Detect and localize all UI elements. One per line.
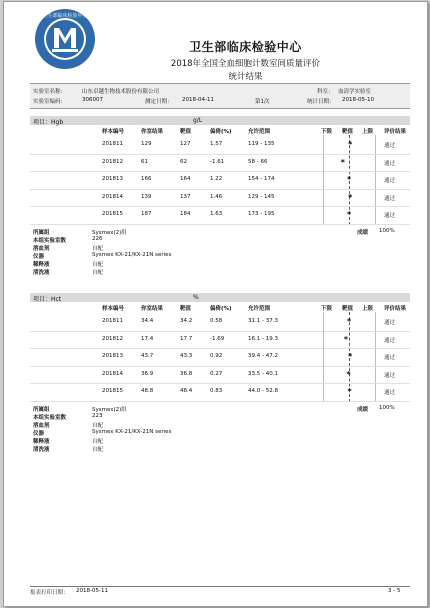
row-id: 201815 <box>102 211 123 217</box>
row-range: 154 - 174 <box>248 176 275 182</box>
detail-value: 自配 <box>92 245 104 252</box>
table-row <box>30 172 410 186</box>
detail-value: 自配 <box>92 269 104 276</box>
result-marker: * <box>348 140 353 149</box>
column-header-cell: 样本编号 <box>102 306 125 312</box>
row-bias: 0.92 <box>210 353 223 359</box>
column-header-cell: 允许范围 <box>248 129 271 135</box>
print-date: 2018-05-11 <box>76 588 108 594</box>
row-grade: 通过 <box>384 160 396 167</box>
column-header-cell: 下限 <box>321 306 333 312</box>
stat-date: 2018-05-10 <box>342 97 374 103</box>
report-subtitle-2: 统计结果 <box>228 72 263 82</box>
row-range: 33.5 - 40.1 <box>248 370 278 377</box>
column-header-cell: 偏倚(%) <box>210 129 232 135</box>
report-subtitle: 2018年全国全血细胞计数室间质量评价 <box>170 59 321 69</box>
score-label: 成绩 <box>357 229 369 236</box>
row-grade: 通过 <box>384 195 396 202</box>
row-bias: 1.22 <box>210 176 223 182</box>
result-marker: * <box>347 210 352 219</box>
detail-value: 自配 <box>92 422 104 429</box>
row-target: 62 <box>180 158 187 165</box>
row-result: 139 <box>141 193 152 200</box>
row-target: 48.4 <box>180 388 193 394</box>
row-bias: -1.61 <box>210 158 225 165</box>
row-grade: 通过 <box>384 213 396 219</box>
lab-code-label: 实验室编码： <box>33 99 67 105</box>
row-divider <box>30 224 410 225</box>
row-range: 44.0 - 52.8 <box>248 388 278 394</box>
lab-name-label: 实验室名称： <box>33 89 67 95</box>
result-marker: * <box>347 317 352 326</box>
score-value: 100% <box>379 404 395 411</box>
svg-text:卫生部临床检验中心: 卫生部临床检验中心 <box>42 13 88 19</box>
row-range: 16.1 - 19.3 <box>248 335 278 342</box>
column-header-cell: 评价结果 <box>384 306 407 312</box>
row-id: 201814 <box>102 370 123 377</box>
row-id: 201813 <box>102 353 123 359</box>
score-label: 成绩 <box>357 406 369 413</box>
table-row <box>30 314 410 328</box>
result-marker: * <box>343 334 349 344</box>
row-bias: 1.63 <box>210 211 223 217</box>
result-marker: * <box>347 175 352 184</box>
row-id: 201813 <box>102 176 123 182</box>
print-date-label: 报表打印日期： <box>30 590 69 596</box>
column-header-cell: 允许范围 <box>248 306 271 312</box>
row-grade: 通过 <box>384 178 396 184</box>
row-target: 17.7 <box>180 335 193 342</box>
result-marker: * <box>347 387 352 396</box>
detail-value: 自配 <box>92 446 104 453</box>
row-range: 119 - 135 <box>248 141 275 147</box>
detail-label: 仪器 <box>33 430 45 437</box>
section-details <box>30 228 410 276</box>
table-row <box>30 384 410 398</box>
unit-label: g/L <box>193 117 203 124</box>
detail-label: 稀释液 <box>33 438 50 445</box>
row-id: 201811 <box>102 141 123 147</box>
unit-label: % <box>193 294 199 301</box>
row-target: 137 <box>180 193 191 200</box>
score-value: 100% <box>379 227 395 234</box>
detail-value: Sysmex KX-21/KX-21N series <box>92 428 172 435</box>
table-row <box>30 190 410 204</box>
lab-name: 山东卓越生物技术股份有限公司 <box>82 89 160 95</box>
lab-code: 306007 <box>82 97 103 103</box>
column-header-cell: 你室结果 <box>141 129 164 135</box>
column-header-cell: 你室结果 <box>141 306 164 312</box>
row-grade: 通过 <box>384 143 396 149</box>
row-result: 17.4 <box>141 335 154 342</box>
detail-value: Sysmex(2)组 <box>92 229 127 236</box>
row-target: 184 <box>180 211 191 217</box>
table-row <box>30 207 410 221</box>
row-bias: 1.57 <box>210 141 223 147</box>
row-grade: 通过 <box>384 372 396 379</box>
column-header <box>30 127 410 137</box>
section-bar <box>30 293 410 302</box>
table-row <box>30 332 410 346</box>
dept-label: 科室： <box>317 89 334 95</box>
row-target: 164 <box>180 176 191 182</box>
result-marker: * <box>346 369 351 379</box>
column-header-cell: 靶值 <box>342 129 354 135</box>
column-header-cell: 靶值 <box>180 306 192 312</box>
detail-label: 仪器 <box>33 253 45 260</box>
table-row <box>30 367 410 381</box>
column-header-cell: 靶值 <box>342 306 354 312</box>
column-header-cell: 偏倚(%) <box>210 306 232 312</box>
section-details <box>30 405 410 453</box>
row-range: 31.1 - 37.3 <box>248 318 278 324</box>
lab-info-box <box>30 83 410 109</box>
row-range: 173 - 195 <box>248 211 275 217</box>
detail-label: 溶血剂 <box>33 422 50 429</box>
row-bias: -1.69 <box>210 335 225 342</box>
row-range: 129 - 145 <box>248 193 275 200</box>
table-row <box>30 137 410 151</box>
report-title: 卫生部临床检验中心 <box>189 40 302 54</box>
row-bias: 0.58 <box>210 318 223 324</box>
column-header <box>30 304 410 314</box>
column-header-cell: 上限 <box>362 129 374 135</box>
row-target: 127 <box>180 141 191 147</box>
table-row <box>30 155 410 169</box>
row-result: 48.8 <box>141 388 154 394</box>
row-grade: 通过 <box>384 337 396 344</box>
row-target: 43.3 <box>180 353 193 359</box>
round: 第1次 <box>255 99 270 105</box>
detail-label: 所属组 <box>33 406 50 413</box>
table-row <box>30 349 410 363</box>
detail-label: 清洗液 <box>33 446 50 453</box>
page-number: 3 - 5 <box>388 588 401 594</box>
row-id: 201814 <box>102 193 123 200</box>
detail-value: 自配 <box>92 438 104 445</box>
column-header-cell: 样本编号 <box>102 129 125 135</box>
item-label: 项目：Hct <box>33 296 62 303</box>
footer-divider <box>30 586 410 587</box>
column-header-cell: 下限 <box>321 129 333 135</box>
column-header-cell: 上限 <box>362 306 374 312</box>
result-marker: * <box>340 157 345 167</box>
result-marker: * <box>348 192 353 202</box>
row-target: 36.8 <box>180 370 193 377</box>
row-range: 39.4 - 47.2 <box>248 353 278 359</box>
stat-date-label: 统计日期： <box>307 99 335 105</box>
row-grade: 通过 <box>384 320 396 326</box>
detail-value: 自配 <box>92 261 104 268</box>
column-header-cell: 靶值 <box>180 129 192 135</box>
row-range: 58 - 66 <box>248 158 268 165</box>
row-bias: 0.83 <box>210 388 223 394</box>
row-result: 61 <box>141 158 148 165</box>
row-id: 201811 <box>102 318 123 324</box>
row-result: 43.7 <box>141 353 154 359</box>
test-date-label: 测定日期： <box>145 99 173 105</box>
detail-value: 223 <box>92 412 103 419</box>
row-result: 36.9 <box>141 370 154 377</box>
result-marker: * <box>348 352 353 361</box>
detail-label: 清洗液 <box>33 269 50 276</box>
test-date: 2018-04-11 <box>182 97 214 103</box>
section-bar <box>30 116 410 125</box>
row-divider <box>30 401 410 402</box>
row-result: 187 <box>141 211 152 217</box>
dept: 血清学实验室 <box>338 89 372 95</box>
detail-value: 226 <box>92 235 103 242</box>
row-bias: 1.46 <box>210 193 223 200</box>
row-result: 129 <box>141 141 152 147</box>
row-id: 201812 <box>102 335 123 342</box>
row-id: 201812 <box>102 158 123 165</box>
detail-value: Sysmex KX-21/KX-21N series <box>92 251 172 258</box>
detail-label: 稀释液 <box>33 261 50 268</box>
report-page <box>3 1 428 607</box>
row-id: 201815 <box>102 388 123 394</box>
row-result: 34.4 <box>141 318 154 324</box>
row-grade: 通过 <box>384 355 396 361</box>
item-label: 项目：Hgb <box>33 119 64 126</box>
column-header-cell: 评价结果 <box>384 129 407 135</box>
row-target: 34.2 <box>180 318 193 324</box>
detail-label: 本组实验室数 <box>33 414 67 421</box>
detail-value: Sysmex(2)组 <box>92 406 127 413</box>
detail-label: 所属组 <box>33 229 50 236</box>
row-result: 166 <box>141 176 152 182</box>
detail-label: 本组实验室数 <box>33 237 67 244</box>
row-bias: 0.27 <box>210 370 223 377</box>
row-grade: 通过 <box>384 390 396 396</box>
detail-label: 溶血剂 <box>33 245 50 252</box>
